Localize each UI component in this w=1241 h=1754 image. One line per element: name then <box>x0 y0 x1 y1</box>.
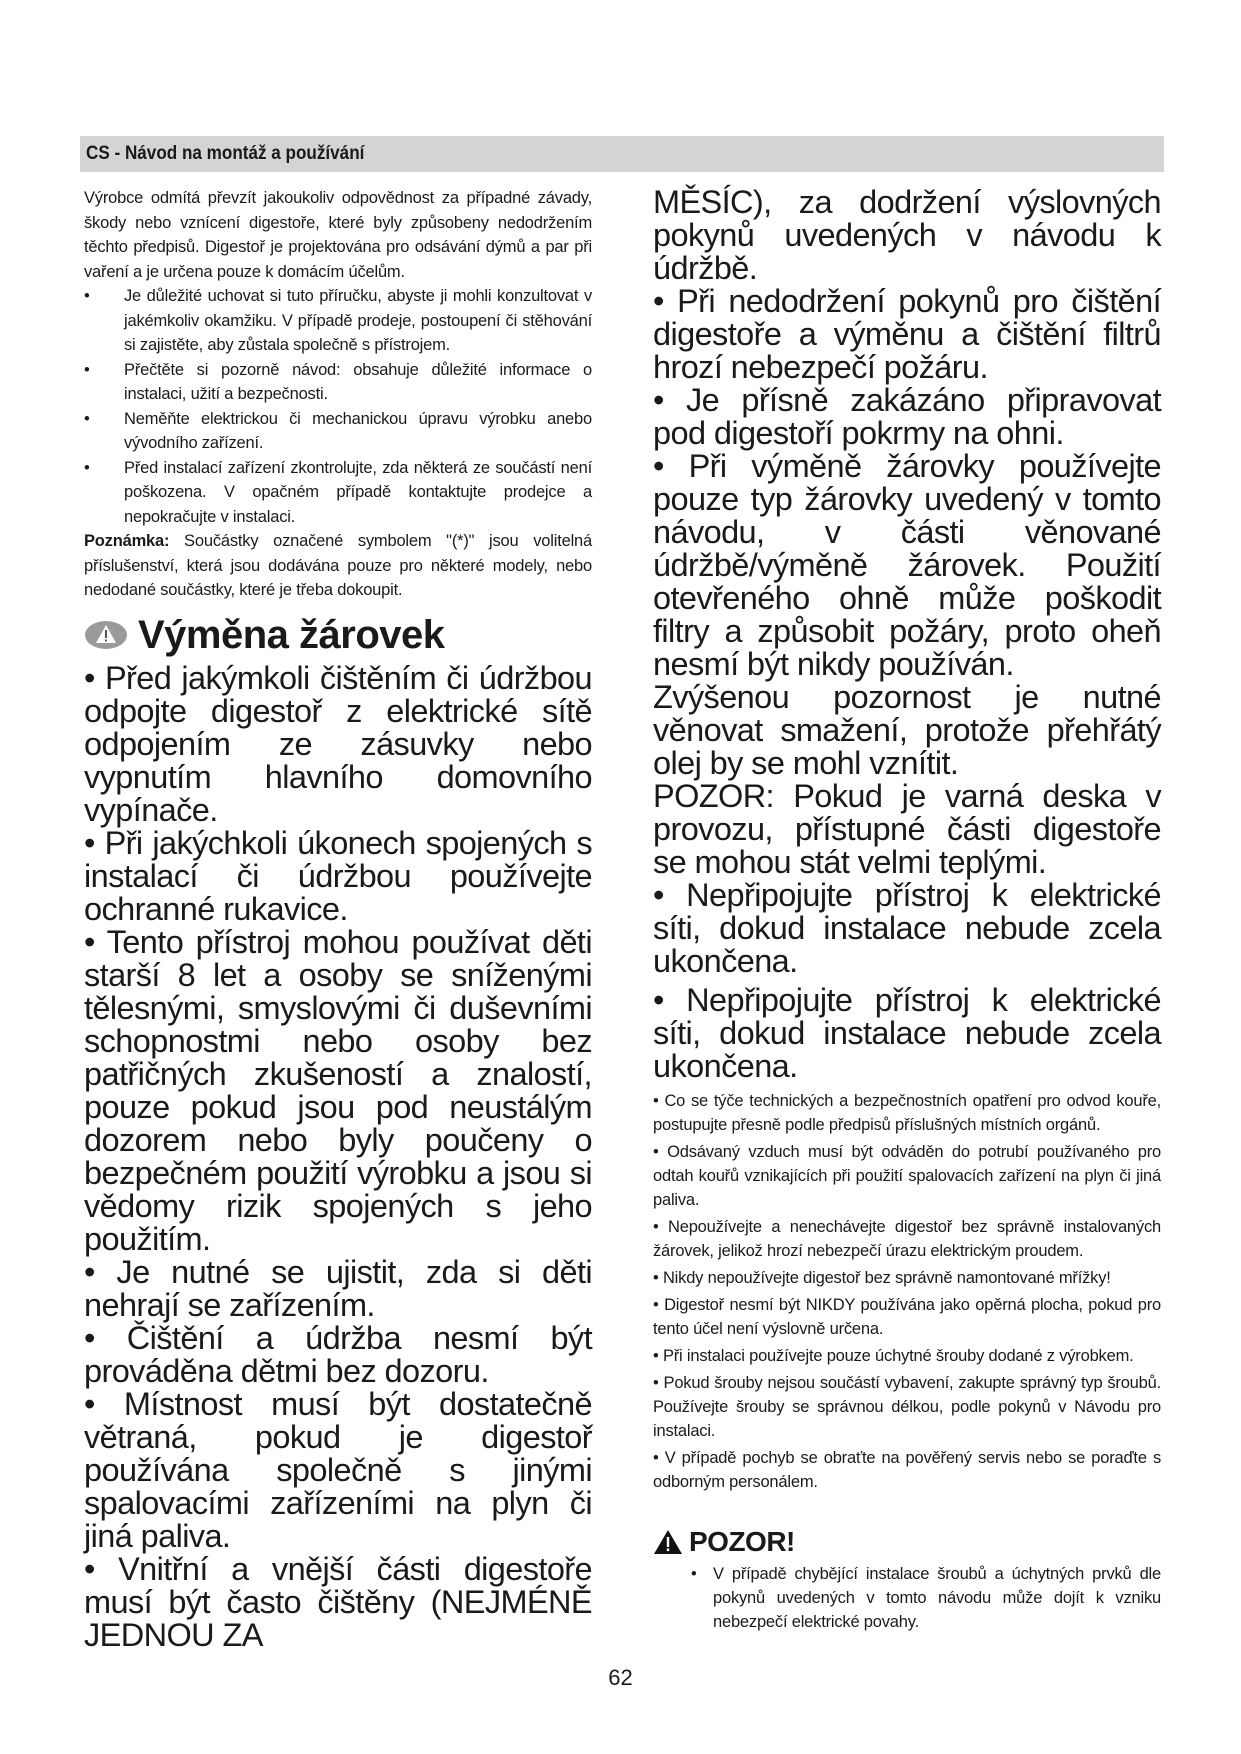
instruction-item: • Vnitřní a vnější části digestoře musí být často čištěny (NEJMÉNĚ JEDNOU ZA <box>84 1550 592 1653</box>
safety-note: • Při instalaci používejte pouze úchytné šrouby dodané z výrobkem. <box>653 1347 1134 1365</box>
safety-note: • Digestoř nesmí být NIKDY používána jako opěrná plocha, pokud pro tento účel není výslovně určena. <box>653 1296 1161 1338</box>
instruction-item: • Je přísně zakázáno připravovat pod digestoří pokrmy na ohni. <box>653 382 1161 451</box>
safety-note: • Nikdy nepoužívejte digestoř bez správně namontované mřížky! <box>653 1269 1111 1287</box>
warning-icon <box>84 620 128 650</box>
bullet-marker: • <box>84 409 90 428</box>
list-item <box>84 456 592 530</box>
list-item-text: Přečtěte si pozorně návod: obsahuje důležité informace o instalaci, užití a bezpečnosti. <box>124 360 592 403</box>
list-item <box>691 1562 1161 1634</box>
section-header-title: CS - Návod na montáž a používání <box>86 143 365 164</box>
instruction-item: • Je nutné se ujistit, zda si děti nehrají se zařízením. <box>84 1253 592 1323</box>
instruction-item: POZOR: Pokud je varná deska v provozu, přístupné části digestoře se mohou stát velmi teplými. <box>653 778 1161 880</box>
safety-note: • Nepoužívejte a nenechávejte digestoř bez správně instalovaných žárovek, jelikož hrozí nebezpečí úrazu elektrickým proudem. <box>653 1218 1161 1260</box>
bullet-marker: • <box>691 1565 697 1583</box>
instruction-item: • Místnost musí být dostatečně větraná, pokud je digestoř používána společně s jinými spalovacími zařízeními na plyn či jiná paliva. <box>84 1385 592 1554</box>
instruction-item: • Při jakýchkoli úkonech spojených s instalací či údržbou používejte ochranné rukavice. <box>84 824 592 927</box>
right-column <box>653 186 1161 1634</box>
section-title: Výměna žárovek <box>138 612 445 657</box>
instruction-item: • Při nedodržení pokynů pro čištění digestoře a výměnu a čištění filtrů hrozí nebezpečí požáru. <box>653 283 1161 385</box>
instruction-item: • Nepřipojujte přístroj k elektrické síti, dokud instalace nebude zcela ukončena. <box>653 982 1161 1084</box>
note-text: Součástky označené symbolem "(*)" jsou volitelná příslušenství, která jsou dodávána pouze pro některé modely, nebo nedodané součástky, které je třeba dokoupit. <box>84 532 592 599</box>
instruction-item: • Nepřipojujte přístroj k elektrické síti, dokud instalace nebude zcela ukončena. <box>653 877 1161 979</box>
left-column <box>84 186 592 1652</box>
list-item-text: V případě chybějící instalace šroubů a úchytných prvků dle pokynů uvedených v tomto návodu může dojít k vzniku nebezpečí elektrické povahy. <box>713 1565 1161 1631</box>
section-heading <box>84 613 592 658</box>
instruction-item: • Před jakýmkoli čištěním či údržbou odpojte digestoř z elektrické sítě odpojením ze zásuvky nebo vypnutím hlavního domovního vypínače. <box>84 659 592 828</box>
instruction-item: • Tento přístroj mohou používat děti starší 8 let a osoby se sníženými tělesnými, smyslovými či duševními schopnostmi nebo osoby bez patřičných zkušeností a znalostí, pouze pokud jsou pod neustálým dozorem nebo byly poučeny o bezpečném použití výrobku a jsou si vědomy rizik spojených s jeho použitím. <box>84 923 592 1257</box>
warning-triangle-icon <box>653 1528 683 1556</box>
note-label: Poznámka: <box>84 532 170 550</box>
list-item <box>84 358 592 407</box>
bullet-marker: • <box>84 458 90 477</box>
bullet-marker: • <box>84 287 90 305</box>
safety-note: • V případě pochyb se obraťte na pověřený servis nebo se poraďte s odborným personálem. <box>653 1449 1161 1491</box>
safety-note: • Odsávaný vzduch musí být odváděn do potrubí používaného pro odtah kouřů vznikajících při použití spalovacích zařízení na plyn či jiná paliva. <box>653 1143 1161 1209</box>
instruction-item: MĚSÍC), za dodržení výslovných pokynů uvedených v návodu k údržbě. <box>653 184 1161 286</box>
list-item <box>84 284 592 358</box>
instruction-item: Zvýšenou pozornost je nutné věnovat smažení, protože přehřátý olej by se mohl vznítit. <box>653 679 1161 781</box>
list-item-text: Neměňte elektrickou či mechanickou úpravu výrobku anebo vývodního zařízení. <box>124 409 592 452</box>
section-header-bar <box>80 136 1164 172</box>
list-item-text: Je důležité uchovat si tuto příručku, abyste ji mohli konzultovat v jakémkoliv okamžiku. V případě prodeje, postoupení či stěhování si zajistěte, aby zůstala společně s přístrojem. <box>124 287 592 354</box>
intro-paragraph: Výrobce odmítá převzít jakoukoliv odpovědnost za případné závady, škody nebo vznícení digestoře, které byly způsobeny nedodržením těchto předpisů. Digestoř je projektována pro odsávání dýmů a par při vaření a je určena pouze k domácím účelům. <box>84 189 592 281</box>
pozor-heading <box>653 1526 1161 1558</box>
note-paragraph <box>84 529 592 603</box>
list-item-text: Před instalací zařízení zkontrolujte, zda některá ze součástí není poškozena. V opačném případě kontaktujte prodejce a nepokračujte v instalaci. <box>124 458 592 526</box>
list-item <box>84 407 592 456</box>
instruction-item: • Čištění a údržba nesmí být prováděna dětmi bez dozoru. <box>84 1319 592 1389</box>
safety-note: • Pokud šrouby nejsou součástí vybavení, zakupte správný typ šroubů. Používejte šrouby se správnou délkou, podle pokynů v Návodu pro instalaci. <box>653 1374 1161 1440</box>
pozor-title: POZOR! <box>689 1526 795 1557</box>
bullet-marker: • <box>84 360 90 379</box>
page-number: 62 <box>608 1665 633 1690</box>
safety-note: • Co se týče technických a bezpečnostních opatření pro odvod kouře, postupujte přesně podle předpisů příslušných místních orgánů. <box>653 1092 1161 1134</box>
safety-notes <box>653 1089 1161 1494</box>
instruction-item: • Při výměně žárovky používejte pouze typ žárovky uvedený v tomto návodu, v části věnované údržbě/výměně žárovek. Použití otevřeného ohně může poškodit filtry a způsobit požáry, proto oheň nesmí být nikdy používán. <box>653 448 1161 682</box>
